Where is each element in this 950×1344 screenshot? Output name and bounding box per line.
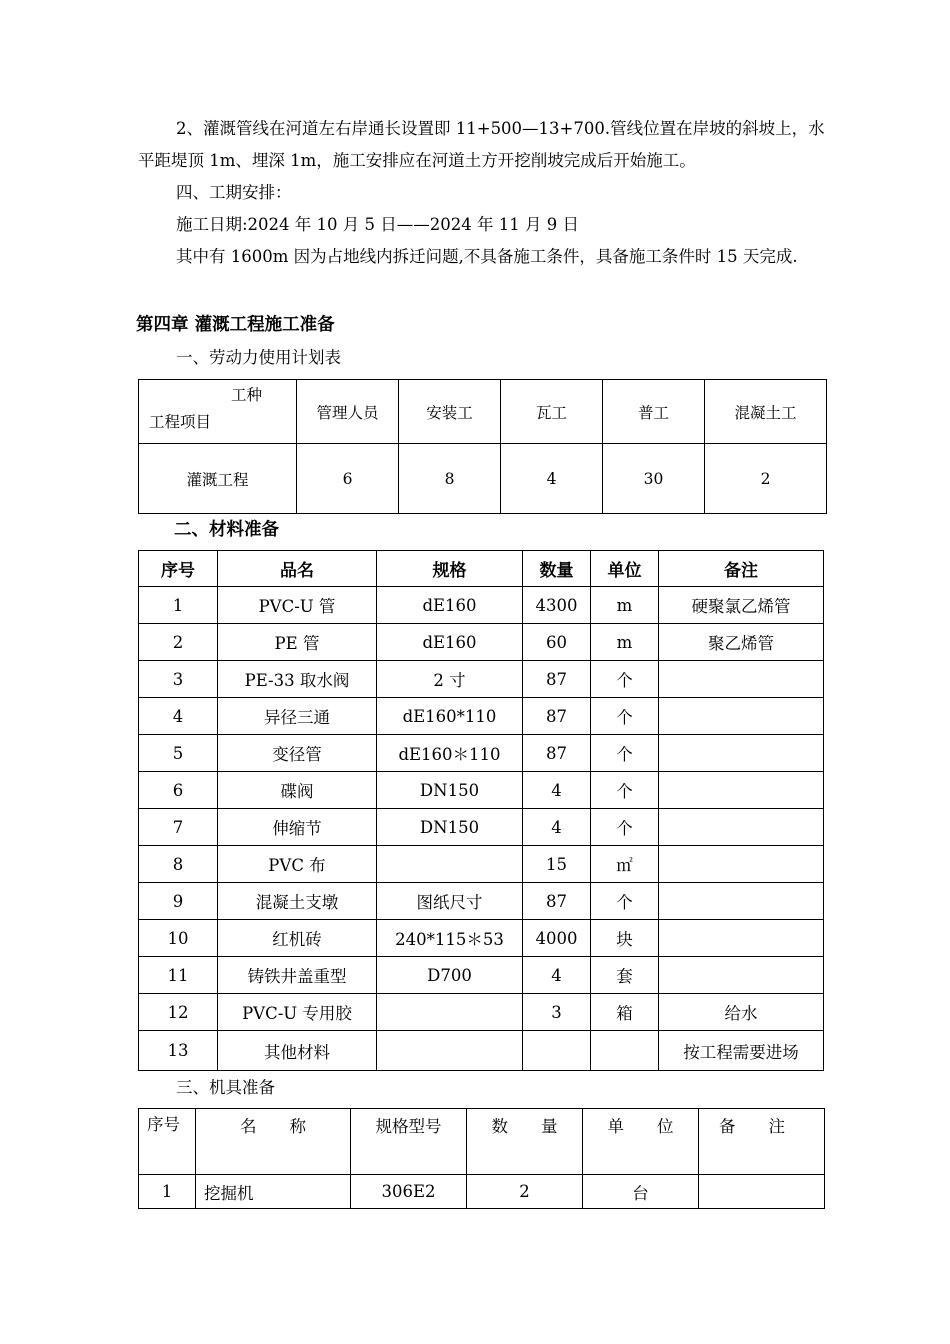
labor-header-project: 工程项目 bbox=[149, 413, 212, 431]
chapter-title: 第四章 灌溉工程施工准备 bbox=[136, 315, 335, 335]
material-spec: dE160＊110 bbox=[377, 735, 523, 772]
table-row bbox=[139, 1175, 825, 1209]
material-quantity: 4 bbox=[523, 957, 591, 994]
material-index: 13 bbox=[139, 1031, 218, 1071]
material-unit: 个 bbox=[591, 809, 659, 846]
materials-col-header: 数量 bbox=[523, 551, 591, 587]
machinery-col-header: 名 称 bbox=[196, 1109, 351, 1175]
material-unit: 个 bbox=[591, 698, 659, 735]
material-spec: 图纸尺寸 bbox=[377, 883, 523, 920]
machinery-unit: 台 bbox=[583, 1175, 699, 1209]
material-spec: dE160 bbox=[377, 587, 523, 624]
material-note bbox=[659, 735, 824, 772]
labor-plan-table bbox=[138, 379, 827, 514]
table-row bbox=[139, 957, 824, 994]
machinery-note bbox=[699, 1175, 825, 1209]
machinery-name: 挖掘机 bbox=[196, 1175, 351, 1209]
material-name: 异径三通 bbox=[218, 698, 377, 735]
material-index: 5 bbox=[139, 735, 218, 772]
material-name: PVC 布 bbox=[218, 846, 377, 883]
materials-col-header: 备注 bbox=[659, 551, 824, 587]
material-quantity: 3 bbox=[523, 994, 591, 1031]
material-index: 6 bbox=[139, 772, 218, 809]
material-index: 3 bbox=[139, 661, 218, 698]
material-index: 1 bbox=[139, 587, 218, 624]
material-index: 2 bbox=[139, 624, 218, 661]
labor-header-trade: 工种 bbox=[231, 386, 263, 404]
material-spec: DN150 bbox=[377, 772, 523, 809]
material-spec: DN150 bbox=[377, 809, 523, 846]
material-unit bbox=[591, 1031, 659, 1071]
material-quantity: 4000 bbox=[523, 920, 591, 957]
materials-col-header: 单位 bbox=[591, 551, 659, 587]
machinery-col-header: 序号 bbox=[139, 1109, 196, 1175]
material-unit: m bbox=[591, 587, 659, 624]
material-spec: dE160 bbox=[377, 624, 523, 661]
material-unit: m bbox=[591, 624, 659, 661]
material-name: 铸铁井盖重型 bbox=[218, 957, 377, 994]
material-name: 变径管 bbox=[218, 735, 377, 772]
table-row bbox=[139, 846, 824, 883]
paragraph-construction-dates: 施工日期:2024 年 10 月 5 日——2024 年 11 月 9 日 bbox=[176, 215, 579, 234]
materials-col-header: 规格 bbox=[377, 551, 523, 587]
material-name: 其他材料 bbox=[218, 1031, 377, 1071]
material-name: 红机砖 bbox=[218, 920, 377, 957]
paragraph-demolition-note: 其中有 1600m 因为占地线内拆迁问题,不具备施工条件，具备施工条件时 15 天完成. bbox=[176, 247, 798, 266]
labor-cell: 6 bbox=[297, 444, 399, 514]
machinery-section-title: 三、机具准备 bbox=[176, 1078, 275, 1097]
machinery-col-header: 数 量 bbox=[467, 1109, 583, 1175]
table-row bbox=[139, 661, 824, 698]
material-unit: ㎡ bbox=[591, 846, 659, 883]
material-spec bbox=[377, 994, 523, 1031]
material-quantity: 4300 bbox=[523, 587, 591, 624]
labor-col-header: 管理人员 bbox=[297, 380, 399, 444]
material-unit: 箱 bbox=[591, 994, 659, 1031]
material-quantity: 15 bbox=[523, 846, 591, 883]
table-row bbox=[139, 994, 824, 1031]
paragraph-pipeline: 2、灌溉管线在河道左右岸通长设置即 11+500—13+700.管线位置在岸坡的斜坡上，水平距堤顶 1m、埋深 1m，施工安排应在河道土方开挖削坡完成后开始施工。 bbox=[138, 119, 825, 170]
machinery-model: 306E2 bbox=[351, 1175, 467, 1209]
material-index: 10 bbox=[139, 920, 218, 957]
labor-section-title: 一、劳动力使用计划表 bbox=[176, 348, 341, 367]
material-spec: 240*115＊53 bbox=[377, 920, 523, 957]
labor-cell: 8 bbox=[399, 444, 501, 514]
machinery-quantity: 2 bbox=[467, 1175, 583, 1209]
material-index: 12 bbox=[139, 994, 218, 1031]
material-note bbox=[659, 957, 824, 994]
material-note bbox=[659, 661, 824, 698]
machinery-col-header: 规格型号 bbox=[351, 1109, 467, 1175]
material-name: 伸缩节 bbox=[218, 809, 377, 846]
material-quantity: 87 bbox=[523, 735, 591, 772]
material-index: 8 bbox=[139, 846, 218, 883]
material-quantity: 4 bbox=[523, 809, 591, 846]
material-note: 聚乙烯管 bbox=[659, 624, 824, 661]
material-quantity: 87 bbox=[523, 698, 591, 735]
material-unit: 个 bbox=[591, 661, 659, 698]
materials-col-header: 序号 bbox=[139, 551, 218, 587]
labor-row-label: 灌溉工程 bbox=[139, 444, 297, 514]
machinery-header-row bbox=[139, 1109, 825, 1175]
material-unit: 个 bbox=[591, 772, 659, 809]
table-row bbox=[139, 735, 824, 772]
material-index: 11 bbox=[139, 957, 218, 994]
machinery-table bbox=[138, 1108, 825, 1209]
labor-col-header: 安装工 bbox=[399, 380, 501, 444]
material-name: PVC-U 专用胶 bbox=[218, 994, 377, 1031]
materials-table bbox=[138, 550, 824, 1071]
material-unit: 个 bbox=[591, 883, 659, 920]
material-note: 硬聚氯乙烯管 bbox=[659, 587, 824, 624]
material-index: 7 bbox=[139, 809, 218, 846]
material-spec bbox=[377, 1031, 523, 1071]
materials-header-row bbox=[139, 551, 824, 587]
table-row bbox=[139, 698, 824, 735]
material-name: PE 管 bbox=[218, 624, 377, 661]
machinery-col-header: 单 位 bbox=[583, 1109, 699, 1175]
material-note bbox=[659, 772, 824, 809]
labor-col-header: 瓦工 bbox=[501, 380, 603, 444]
paragraph-schedule-heading: 四、工期安排： bbox=[176, 183, 292, 202]
material-index: 9 bbox=[139, 883, 218, 920]
material-quantity: 87 bbox=[523, 661, 591, 698]
machinery-col-header: 备 注 bbox=[699, 1109, 825, 1175]
material-spec: dE160*110 bbox=[377, 698, 523, 735]
table-row bbox=[139, 809, 824, 846]
table-row bbox=[139, 772, 824, 809]
material-note bbox=[659, 846, 824, 883]
material-quantity: 4 bbox=[523, 772, 591, 809]
material-unit: 块 bbox=[591, 920, 659, 957]
material-quantity: 87 bbox=[523, 883, 591, 920]
materials-col-header: 品名 bbox=[218, 551, 377, 587]
material-quantity: 60 bbox=[523, 624, 591, 661]
table-row bbox=[139, 920, 824, 957]
material-spec: D700 bbox=[377, 957, 523, 994]
material-quantity bbox=[523, 1031, 591, 1071]
labor-data-row bbox=[139, 444, 827, 514]
material-unit: 套 bbox=[591, 957, 659, 994]
labor-cell: 2 bbox=[705, 444, 827, 514]
material-name: 混凝土支墩 bbox=[218, 883, 377, 920]
materials-section-title: 二、材料准备 bbox=[174, 520, 279, 540]
material-note: 按工程需要进场 bbox=[659, 1031, 824, 1071]
material-note: 给水 bbox=[659, 994, 824, 1031]
material-note bbox=[659, 883, 824, 920]
material-name: PVC-U 管 bbox=[218, 587, 377, 624]
labor-cell: 30 bbox=[603, 444, 705, 514]
material-name: 碟阀 bbox=[218, 772, 377, 809]
material-index: 4 bbox=[139, 698, 218, 735]
material-note bbox=[659, 698, 824, 735]
labor-cell: 4 bbox=[501, 444, 603, 514]
material-note bbox=[659, 809, 824, 846]
table-row bbox=[139, 883, 824, 920]
table-row bbox=[139, 1031, 824, 1071]
labor-header-row bbox=[139, 380, 827, 444]
material-note bbox=[659, 920, 824, 957]
table-row bbox=[139, 624, 824, 661]
machinery-index: 1 bbox=[139, 1175, 196, 1209]
material-spec bbox=[377, 846, 523, 883]
material-spec: 2 寸 bbox=[377, 661, 523, 698]
material-unit: 个 bbox=[591, 735, 659, 772]
labor-col-header: 混凝土工 bbox=[705, 380, 827, 444]
material-name: PE-33 取水阀 bbox=[218, 661, 377, 698]
labor-header-corner bbox=[139, 380, 297, 444]
labor-col-header: 普工 bbox=[603, 380, 705, 444]
table-row bbox=[139, 587, 824, 624]
